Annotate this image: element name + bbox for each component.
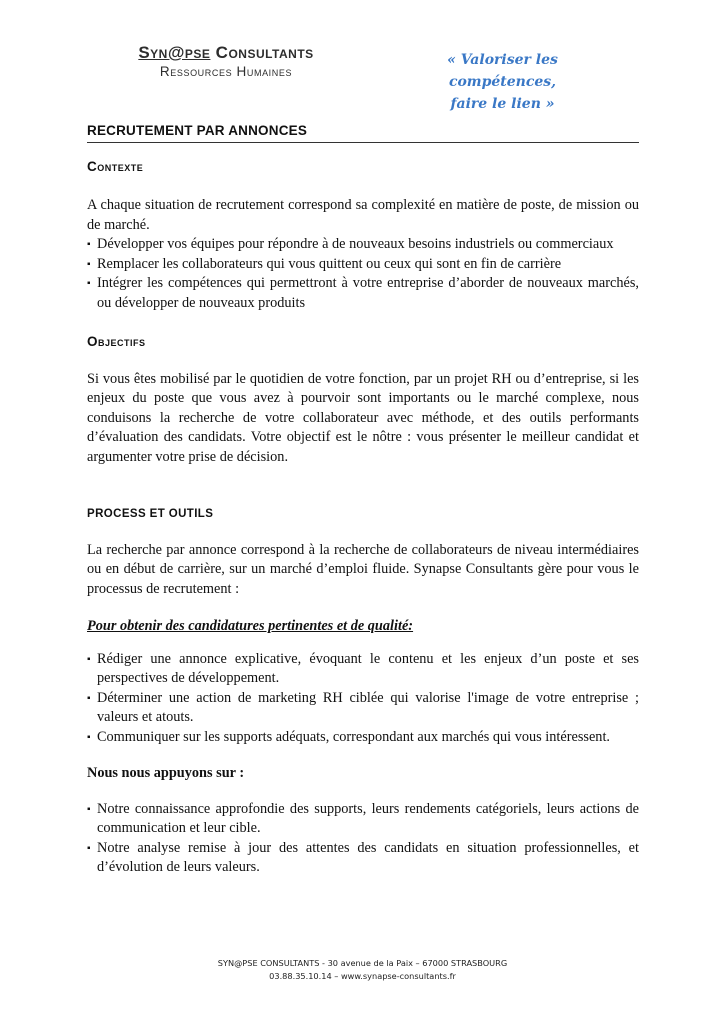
section-heading-objectifs: Objectifs [87,334,146,349]
page-header [0,0,725,112]
list-item [87,255,639,275]
brand-prefix: Syn@pse [138,43,211,62]
list-item [87,650,639,689]
brand-subtitle: Ressources Humaines [159,64,293,79]
tagline-line-2: faire le lien » [450,96,555,112]
process-subheading: Pour obtenir des candidatures pertinentes et de qualité: [87,618,414,634]
process-list [87,650,639,748]
list-item [87,839,639,878]
appui-heading: Nous nous appuyons sur : [87,765,245,781]
brand-name [96,43,356,63]
document-body [87,121,639,878]
section-heading-contexte: Contexte [87,158,144,174]
tagline [395,49,610,115]
list-item [87,800,639,839]
bullet-icon: ▪ [87,278,91,289]
page-footer [0,957,725,983]
list-item-text: Déterminer une action de marketing RH ciblée qui valorise l'image de votre entreprise ; valeurs et atouts. [97,689,639,725]
list-item [87,235,639,255]
bullet-icon: ▪ [87,653,91,665]
bullet-icon: ▪ [87,803,91,815]
bullet-icon: ▪ [87,731,91,743]
footer-address: SYN@PSE CONSULTANTS - 30 avenue de la Paix – 67000 STRASBOURG [217,958,508,968]
footer-contact: 03.88.35.10.14 – www.synapse-consultants.fr [269,971,456,981]
brand-suffix: Consultants [210,43,314,62]
bullet-icon: ▪ [87,842,91,854]
section-heading-process: PROCESS ET OUTILS [87,508,214,520]
tagline-line-1: « Valoriser les compétences, [447,52,558,90]
process-text: La recherche par annonce correspond à la recherche de collaborateurs de niveau intermédiaires ou en début de carrière, sur un marché d’emploi fluide. Synapse Consultants gère pour vous le processus de recrutement : [87,541,639,597]
appui-list [87,800,639,878]
bullet-icon: ▪ [87,692,91,704]
list-item-text: Rédiger une annonce explicative, évoquant le contenu et les enjeux d’un poste et ses perspectives de développement. [97,650,639,686]
list-item-text: Notre connaissance approfondie des supports, leurs rendements catégoriels, leurs actions de communication et leur cible. [97,800,639,836]
list-item [87,274,639,313]
list-item-text: Développer vos équipes pour répondre à de nouveaux besoins industriels ou commerciaux [97,236,614,252]
contexte-intro: A chaque situation de recrutement correspond sa complexité en matière de poste, de mission ou de marché. [87,197,639,233]
list-item-text: Communiquer sur les supports adéquats, correspondant aux marchés qui vous intéressent. [97,728,610,745]
list-item-text: Intégrer les compétences qui permettront à votre entreprise d’aborder de nouveaux marchés, ou développer de nouveaux produits [97,275,639,311]
list-item [87,689,639,728]
list-item-text: Notre analyse remise à jour des attentes des candidats en situation professionnelles, et d’évolution de leurs valeurs. [97,839,639,875]
objectifs-text: Si vous êtes mobilisé par le quotidien de votre fonction, par un projet RH ou d’entreprise, si les enjeux du poste que vous avez à pourvoir sont importants ou le marché complexe, nous conduisons la recherche de votre collaborateur avec méthode, et des outils performants d’évaluation des candidats. Votre objectif est le nôtre : vous présenter le meilleur candidat et argumenter votre prise de décision. [87,370,639,465]
company-logo [96,43,356,81]
page-title: RECRUTEMENT PAR ANNONCES [87,121,639,143]
contexte-list [87,235,639,313]
list-item-text: Remplacer les collaborateurs qui vous quittent ou ceux qui sont en fin de carrière [97,255,562,272]
bullet-icon: ▪ [87,258,91,270]
bullet-icon: ▪ [87,239,91,250]
list-item [87,728,639,748]
